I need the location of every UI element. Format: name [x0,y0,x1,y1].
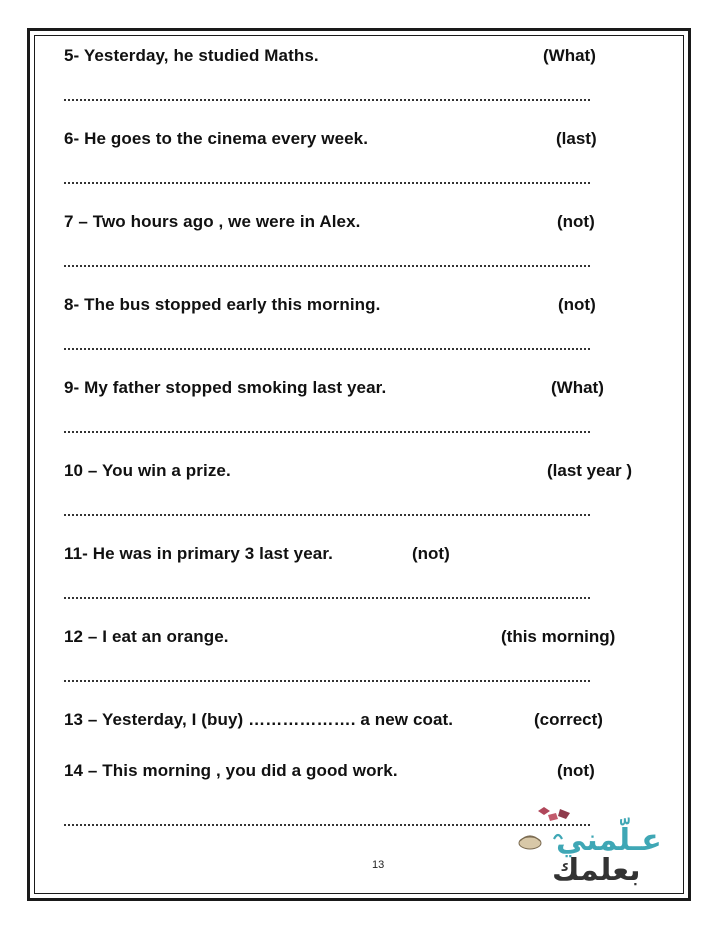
question-11-hint: (not) [412,544,450,563]
answer-line-10[interactable] [64,514,590,516]
question-5-hint: (What) [543,46,596,65]
question-9-hint: (What) [551,378,604,397]
logo-text-line1: عـلّمني [556,823,662,858]
question-10-hint: (last year ) [547,461,633,480]
answer-line-8[interactable] [64,348,590,350]
answer-line-11[interactable] [64,597,590,599]
question-7: 7 – Two hours ago , we were in Alex. [64,212,361,231]
logo [512,805,670,895]
answer-line-9[interactable] [64,431,590,433]
answer-line-5[interactable] [64,99,590,101]
question-8-hint: (not) [558,295,596,314]
question-7-hint: (not) [557,212,595,231]
question-10: 10 – You win a prize. [64,461,231,480]
question-11: 11- He was in primary 3 last year. [64,544,333,563]
question-5: 5- Yesterday, he studied Maths. [64,46,319,65]
question-13: 13 – Yesterday, I (buy) ………………. a new coat. [64,710,454,729]
question-6: 6- He goes to the cinema every week. [64,129,369,148]
logo-text-line2: بعلمك [552,853,641,888]
question-13-hint: (correct) [534,710,603,729]
question-14-hint: (not) [557,761,595,780]
answer-line-7[interactable] [64,265,590,267]
question-8: 8- The bus stopped early this morning. [64,295,381,314]
page-number: 13 [372,859,385,871]
answer-line-6[interactable] [64,182,590,184]
question-9: 9- My father stopped smoking last year. [64,378,387,397]
question-14: 14 – This morning , you did a good work. [64,761,398,780]
question-6-hint: (last) [556,129,597,148]
answer-line-12[interactable] [64,680,590,682]
question-12: 12 – I eat an orange. [64,627,229,646]
question-12-hint: (this morning) [501,627,616,646]
